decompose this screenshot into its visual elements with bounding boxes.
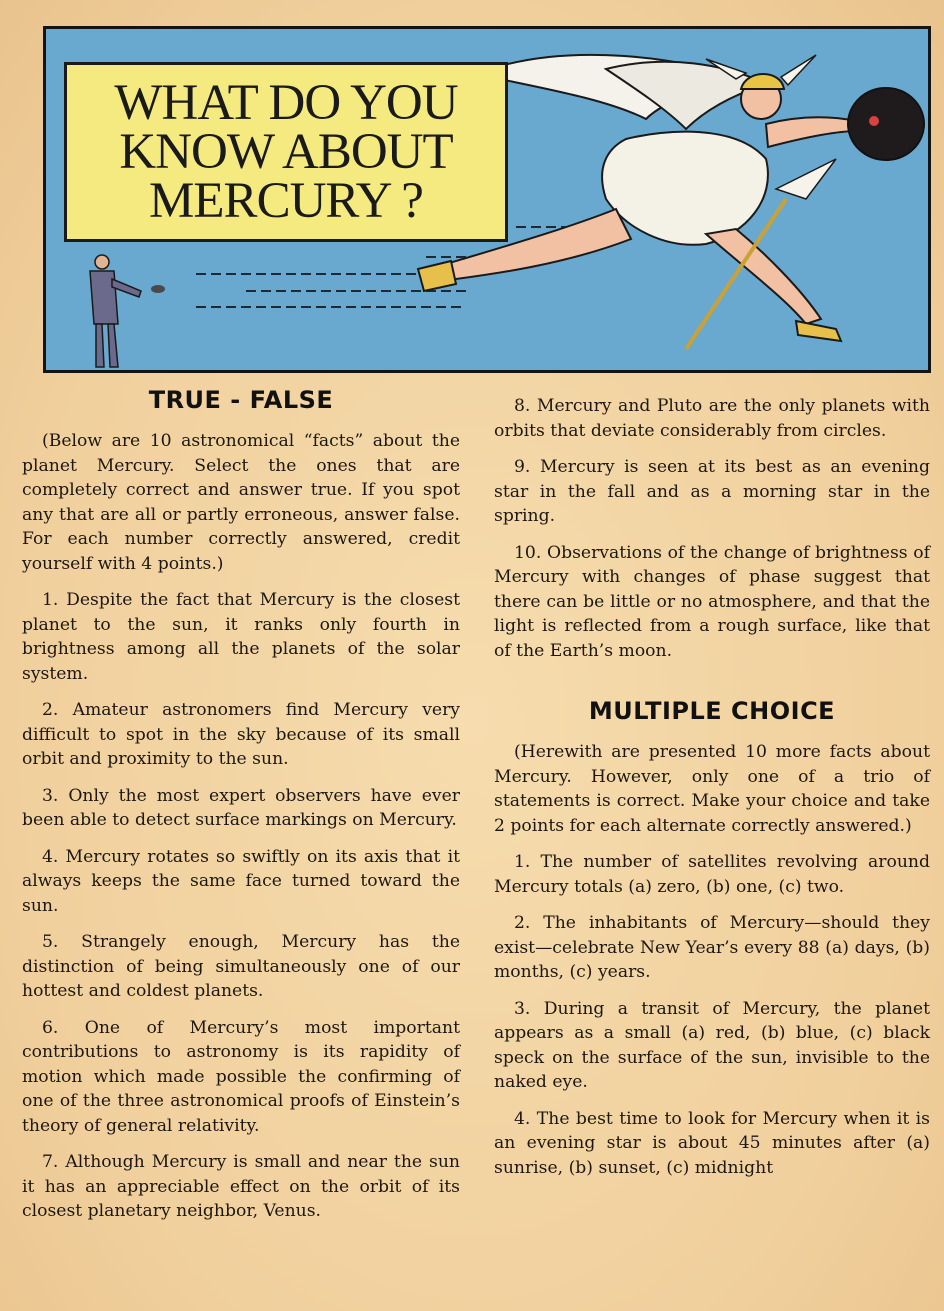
title-line-2: KNOW ABOUT bbox=[119, 123, 453, 180]
multiple-choice-intro: (Herewith are presented 10 more facts about Mercury. However, only one of a trio of statements is correct. Make your choice and take 2 points for each alternate correctly answered.) bbox=[494, 742, 930, 836]
tf-question-9: 9. Mercury is seen at its best as an evening star in the fall and as a morning star in the spring. bbox=[494, 457, 930, 526]
tf-question-10: 10. Observations of the change of brightness of Mercury with changes of phase suggest that there can be little or no atmosphere, and that the light is reflected from a rough surface, like that of the Earth’s moon. bbox=[494, 542, 930, 661]
tf-question-1: 1. Despite the fact that Mercury is the closest planet to the sun, it ranks only fourth in brightness among all the planets of the solar system. bbox=[22, 590, 460, 684]
tf-question-8: 8. Mercury and Pluto are the only planets with orbits that deviate considerably from circles. bbox=[494, 396, 930, 441]
mc-question-2: 2. The inhabitants of Mercury—should they exist—celebrate New Year’s every 88 (a) days, (b) months, (c) years. bbox=[494, 913, 930, 982]
mc-question-1: 1. The number of satellites revolving around Mercury totals (a) zero, (b) one, (c) two. bbox=[494, 852, 930, 897]
left-column bbox=[22, 386, 460, 1236]
tf-question-6: 6. One of Mercury’s most important contributions to astronomy is its rapidity of motion which made possible the confirming of one of the three astronomical proofs of Einstein’s theory of general relativity. bbox=[22, 1017, 460, 1136]
true-false-intro: (Below are 10 astronomical “facts” about the planet Mercury. Select the ones that are completely correct and answer true. If you spot any that are all or partly erroneous, answer false. For each number correctly answered, credit yourself with 4 points.) bbox=[22, 431, 460, 574]
tf-question-2: 2. Amateur astronomers find Mercury very difficult to spot in the sky because of its small orbit and proximity to the sun. bbox=[22, 700, 460, 769]
title-box bbox=[64, 62, 508, 242]
tf-question-7: 7. Although Mercury is small and near the sun it has an appreciable effect on the orbit of its closest planetary neighbor, Venus. bbox=[22, 1152, 460, 1221]
true-false-heading: TRUE - FALSE bbox=[148, 386, 334, 414]
tf-question-5: 5. Strangely enough, Mercury has the distinction of being simultaneously one of our hottest and coldest planets. bbox=[22, 932, 460, 1001]
illustration-panel bbox=[43, 26, 931, 373]
right-column bbox=[494, 394, 930, 1192]
tf-question-3: 3. Only the most expert observers have ever been able to detect surface markings on Mercury. bbox=[22, 785, 460, 830]
tf-question-4: 4. Mercury rotates so swiftly on its axis that it always keeps the same face turned toward the sun. bbox=[22, 846, 460, 916]
mc-question-3: 3. During a transit of Mercury, the planet appears as a small (a) red, (b) blue, (c) black speck on the surface of the sun, invisible to the naked eye. bbox=[494, 998, 930, 1092]
multiple-choice-heading: MULTIPLE CHOICE bbox=[588, 697, 836, 725]
title-line-1: WHAT DO YOU bbox=[114, 74, 458, 131]
mc-question-4: 4. The best time to look for Mercury when it is an evening star is about 45 minutes after (a) sunrise, (b) sunset, (c) midnight bbox=[494, 1108, 930, 1178]
title-line-3: MERCURY ? bbox=[149, 172, 423, 229]
